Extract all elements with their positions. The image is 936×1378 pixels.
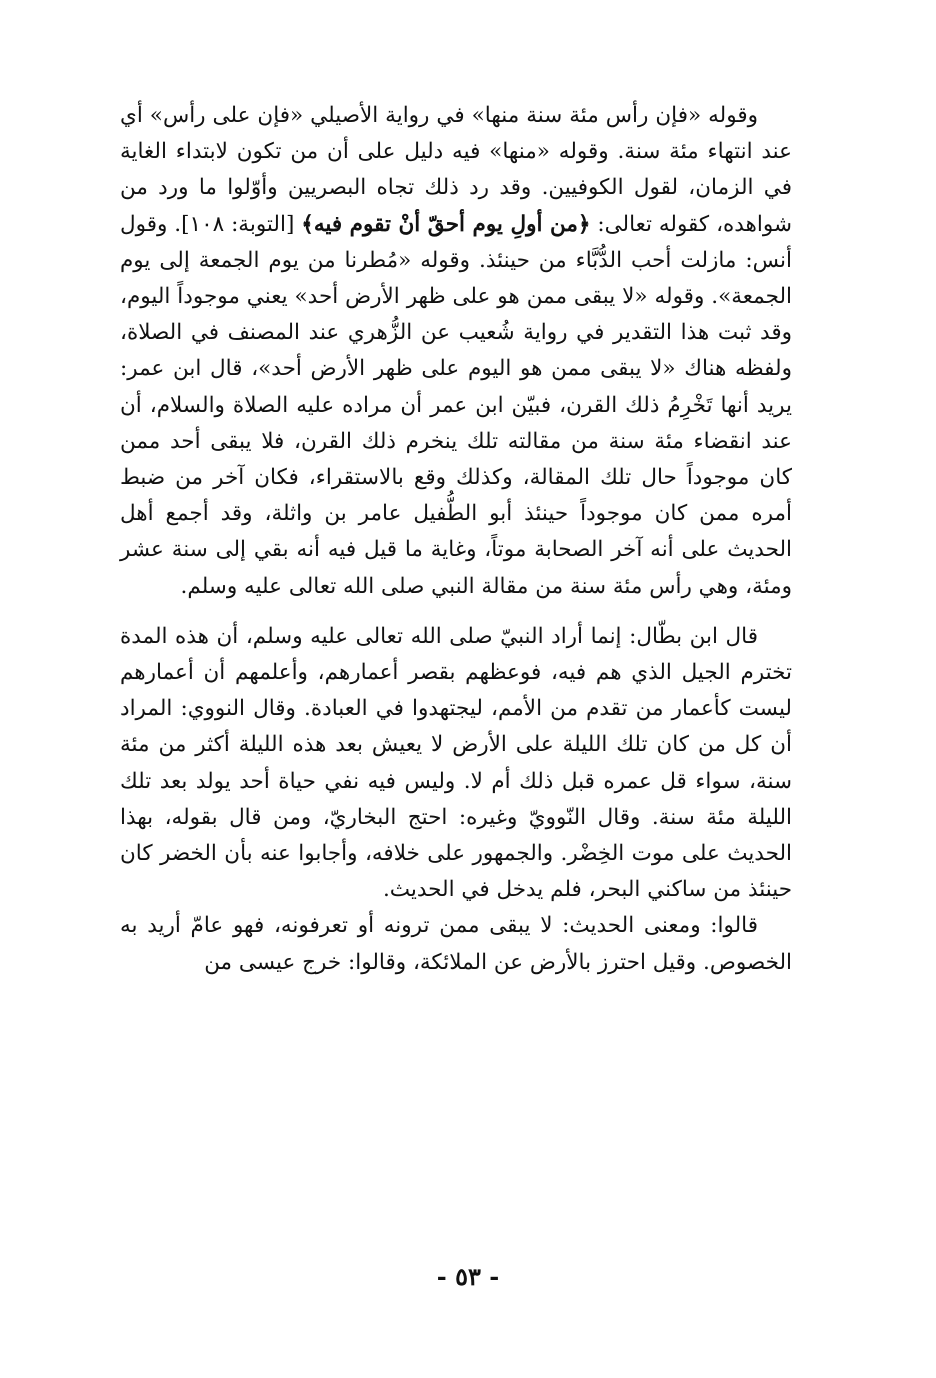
quran-verse: ﴿من أولِ يوم أحقّ أنْ تقوم فيه﴾ <box>301 211 591 237</box>
paragraph-1-text-before: وقوله «فإن رأس مئة سنة منها» في رواية الأصيلي «فإن على رأس» أي عند انتهاء مئة سنة. وقوله «منها» فيه دليل على أن من تكون لابتداء الغاية في الزمان، لقول الكوفيين. وقد رد ذلك تجاه البصريين وأوّلوا ما ورد من شواهده، كقوله تعالى: <box>120 103 792 237</box>
paragraph-3: قالوا: ومعنى الحديث: لا يبقى ممن ترونه أو تعرفونه، فهو عامّ أريد به الخصوص. وقيل احترز بالأرض عن الملائكة، وقالوا: خرج عيسى من <box>120 913 792 975</box>
paragraph-1 <box>120 98 792 605</box>
page-number: - ٥٣ - <box>436 1262 500 1291</box>
paragraph-1-text-after: [التوبة: ١٠٨]. وقول أنس: مازلت أحب الدُّبَّاء من حينئذ. وقوله «مُطرنا من يوم الجمعة إلى يوم الجمعة». وقوله «لا يبقى ممن هو على ظهر الأرض أحد» يعني موجوداً اليوم، وقد ثبت هذا التقدير في رواية شُعيب عن الزُّهري عند المصنف في الصلاة، ولفظه هناك «لا يبقى ممن هو اليوم على ظهر الأرض أحد»، قال ابن عمر: يريد أنها تَخْرِمُ ذلك القرن، فبيّن ابن عمر أن مراده عليه الصلاة والسلام، أن عند انقضاء مئة سنة من مقالته تلك ينخرم ذلك القرن، فلا يبقى أحد ممن كان موجوداً حال تلك المقالة، وكذلك وقع بالاستقراء، فكان آخر من ضبط أمره ممن كان موجوداً حينئذ أبو الطُّفيل عامر بن واثلة، وقد أجمع أهل الحديث على أنه آخر الصحابة موتاً، وغاية ما قيل فيه أنه بقي إلى سنة عشر ومئة، وهي رأس مئة سنة من مقالة النبي صلى الله تعالى عليه وسلم. <box>120 211 792 599</box>
paragraph-2: قال ابن بطّال: إنما أراد النبيّ صلى الله تعالى عليه وسلم، أن هذه المدة تخترم الجيل الذي هم فيه، فوعظهم بقصر أعمارهم، وأعلمهم أن أعمارهم ليست كأعمار من تقدم من الأمم، ليجتهدوا في العبادة. وقال النووي: المراد أن كل من كان تلك الليلة على الأرض لا يعيش بعد هذه الليلة أكثر من مئة سنة، سواء قل عمره قبل ذلك أم لا. وليس فيه نفي حياة أحد يولد بعد تلك الليلة مئة سنة. وقال النّوويّ وغيره: احتج البخاريّ، ومن قال بقوله، بهذا الحديث على موت الخِضْر. والجمهور على خلافه، وأجابوا عنه بأن الخضر كان حينئذ من ساكني البحر، فلم يدخل في الحديث. <box>120 623 792 903</box>
page-body <box>120 98 792 981</box>
